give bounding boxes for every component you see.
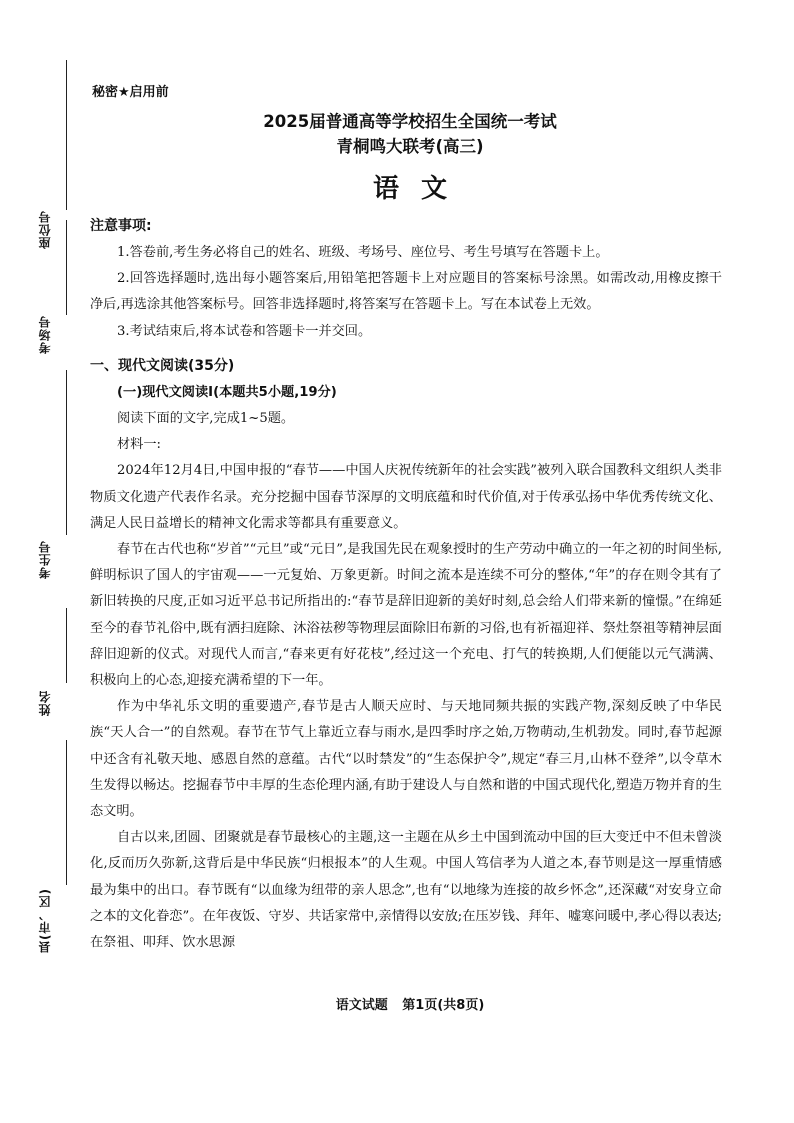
note-item: 1.答卷前,考生务必将自己的姓名、班级、考场号、座位号、考生号填写在答题卡上。 — [117, 245, 609, 260]
margin-seat-field — [36, 60, 66, 249]
passage-paragraph: 作为中华礼乐文明的重要遗产,春节是古人顺天应时、与天地同频共振的实践产物,深刻反映了中华民族“天人合一”的自然观。春节在节气上靠近立春与雨水,是四季时序之始,万物萌动,生机勃发。同时,春节起源中还含有礼敬天地、感恩自然的意蕴。古代“以时禁发”的“生态保护令”,规定“春三月,山林不登斧”,以令草木生发得以畅达。挖掘春节中丰厚的生态伦理内涵,有助于建设人与自然和谐的中国式现代化,塑造万物并育的生态文明。 — [90, 699, 722, 820]
footer-subject: 语文试题 — [335, 998, 388, 1013]
examinee-label: 考生号 — [38, 540, 52, 579]
exam-subtitle: 青桐鸣大联考(高三) — [336, 137, 484, 156]
county-label: 县(市、区) — [38, 888, 52, 953]
exam-content — [90, 213, 722, 956]
section-subtitle: (一)现代文阅读Ⅰ(本题共5小题,19分) — [117, 384, 337, 400]
passage-paragraph: 自古以来,团圆、团聚就是春节最核心的主题,这一主题在从乡土中国到流动中国的巨大变迁中不但未曾淡化,反而历久弥新,这背后是中华民族“归根报本”的人生观。中国人笃信孝为人道之本,春节则是这一厚重情感最为集中的出口。春节既有“以血缘为纽带的亲人思念”,也有“以地缘为连接的故乡怀念”,还深藏“对安身立命之本的文化眷恋”。在年夜饭、守岁、共话家常中,亲情得以安放;在压岁钱、拜年、嘘寒问暖中,孝心得以表达;在祭祖、叩拜、饮水思源 — [90, 830, 722, 951]
material-label: 材料一: — [117, 437, 162, 453]
seat-label: 座位号 — [38, 210, 52, 249]
subject-title: 语文 — [372, 174, 469, 204]
section-title: 一、现代文阅读(35分) — [90, 357, 235, 374]
page-number: 第1页(共8页) — [402, 998, 485, 1013]
passage-paragraph: 春节在古代也称“岁首”“元旦”或“元日”,是我国先民在观象授时的生产劳动中确立的一年之初的时间坐标,鲜明标识了国人的宇宙观——一元复始、万象更新。时间之流本是连续不可分的整体,“年”的存在则令其有了新旧转换的尺度,正如习近平总书记所指出的:“春节是辞旧迎新的美好时刻,总会给人们带来新的憧憬。”在绵延至今的春节礼俗中,既有洒扫庭除、沐浴祛秽等物理层面除旧布新的习俗,也有祈福迎祥、祭灶祭祖等精神层面辞旧迎新的仪式。对现代人而言,“春来更有好花枝”,经过这一个充电、打气的转换期,人们便能以元气满满、积极向上的心态,迎接充满希望的下一年。 — [90, 542, 722, 689]
note-item: 3.考试结束后,将本试卷和答题卡一并交回。 — [117, 323, 372, 339]
margin-name-field — [36, 608, 66, 748]
passage-paragraph: 2024年12月4日,中国申报的“春节——中国人庆祝传统新年的社会实践”被列入联合国教科文组织人类非物质文化遗产代表作名录。充分挖掘中国春节深厚的文明底蕴和时代价值,对于传承弘扬中华优秀传统文化、满足人民日益增长的精神文化需求等都具有重要意义。 — [90, 463, 722, 531]
page-footer — [100, 994, 720, 1013]
name-label: 姓名 — [38, 690, 52, 716]
reading-instruction: 阅读下面的文字,完成1~5题。 — [117, 411, 295, 427]
confidential-mark: 秘密★启用前 — [92, 85, 169, 100]
margin-county-field — [36, 740, 66, 980]
notes-title: 注意事项: — [90, 218, 152, 234]
note-item: 2.回答选择题时,选出每小题答案后,用铅笔把答题卡上对应题目的答案标号涂黑。如需改动,用橡皮擦干净后,再选涂其他答案标号。回答非选择题时,将答案写在答题卡上。写在本试卷上无效。 — [90, 271, 722, 313]
exam-title: 2025届普通高等学校招生全国统一考试 — [263, 112, 557, 131]
margin-examinee-field — [36, 370, 66, 610]
margin-room-field — [36, 220, 66, 360]
room-label: 考场号 — [38, 315, 52, 354]
